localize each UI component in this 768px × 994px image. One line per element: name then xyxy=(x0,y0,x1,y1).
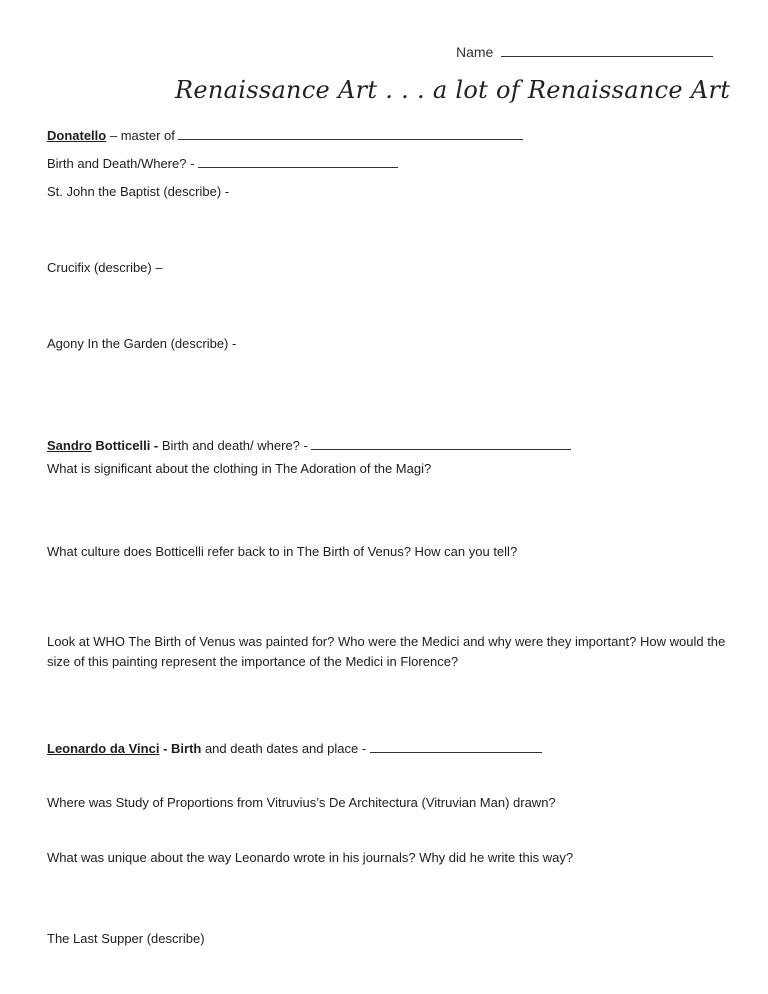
donatello-q1: St. John the Baptist (describe) - xyxy=(47,184,230,199)
botticelli-last-name: Botticelli - xyxy=(91,438,159,453)
name-label: Name xyxy=(456,44,494,60)
donatello-q2: Crucifix (describe) – xyxy=(47,260,163,275)
leonardo-q3: The Last Supper (describe) xyxy=(47,931,205,946)
botticelli-birth-line: Sandro Botticelli - Birth and death/ where? - xyxy=(47,437,571,453)
page-title: Renaissance Art . . . a lot of Renaissance Art xyxy=(175,76,731,104)
donatello-birth-line: Birth and Death/Where? - xyxy=(47,155,398,171)
leonardo-birth-line: Leonardo da Vinci - Birth and death dates and place - xyxy=(47,740,542,756)
donatello-birth-blank[interactable] xyxy=(198,155,398,168)
leonardo-heading: Leonardo da Vinci xyxy=(47,741,160,756)
leonardo-q2: What was unique about the way Leonardo wrote in his journals? Why did he write this way? xyxy=(47,850,574,865)
leonardo-q1: Where was Study of Proportions from Vitruvius’s De Architectura (Vitruvian Man) drawn? xyxy=(47,795,556,810)
donatello-heading: Donatello xyxy=(47,128,107,143)
name-field[interactable] xyxy=(456,44,713,60)
botticelli-q2: What culture does Botticelli refer back to in The Birth of Venus? How can you tell? xyxy=(47,544,518,559)
donatello-q3: Agony In the Garden (describe) - xyxy=(47,336,237,351)
donatello-master-line: Donatello – master of xyxy=(47,127,523,143)
botticelli-q3: Look at WHO The Birth of Venus was painted for? Who were the Medici and why were they important? How would the size of this painting represent the importance of the Medici in Florence? xyxy=(47,634,726,669)
botticelli-first-name: Sandro xyxy=(47,438,92,453)
botticelli-q1: What is significant about the clothing in The Adoration of the Magi? xyxy=(47,461,432,476)
name-blank[interactable] xyxy=(501,44,713,57)
leonardo-birth-blank[interactable] xyxy=(370,740,542,753)
botticelli-birth-blank[interactable] xyxy=(311,437,571,450)
master-of-blank[interactable] xyxy=(178,127,523,140)
